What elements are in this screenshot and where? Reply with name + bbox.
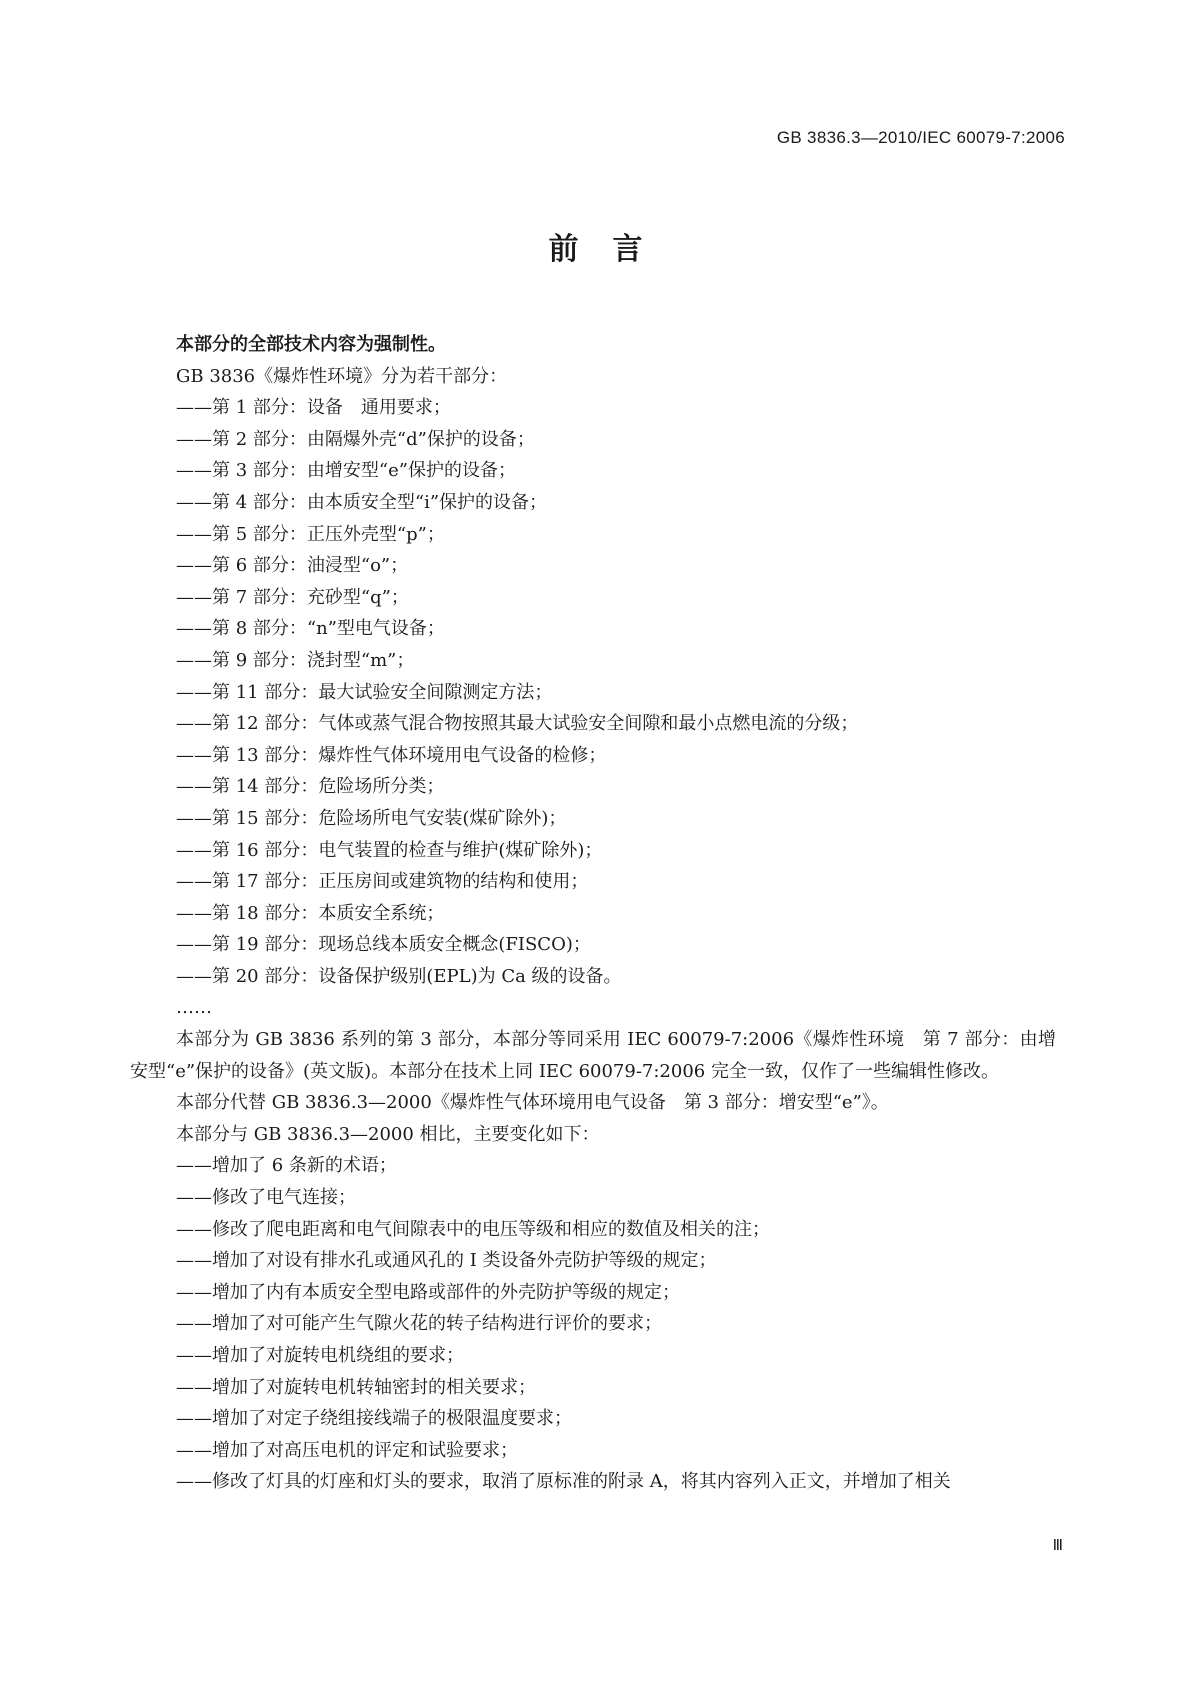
page-title: 前言: [548, 232, 677, 267]
series-intro: GB 3836《爆炸性环境》分为若干部分：: [176, 365, 508, 387]
list-item: ——修改了爬电距离和电气间隙表中的电压等级和相应的数值及相关的注；: [176, 1218, 770, 1240]
standard-number-header: GB 3836.3—2010/IEC 60079-7:2006: [776, 128, 1065, 147]
list-item: ——增加了对设有排水孔或通风孔的 Ⅰ 类设备外壳防护等级的规定；: [176, 1250, 717, 1272]
list-item: ——第 14 部分：危险场所分类；: [176, 776, 445, 798]
list-item: ——第 16 部分：电气装置的检查与维护(煤矿除外)；: [176, 839, 603, 861]
list-item: ——第 7 部分：充砂型“q”；: [176, 586, 409, 608]
list-item: ——第 12 部分：气体或蒸气混合物按照其最大试验安全间隙和最小点燃电流的分级；: [176, 713, 859, 735]
list-item: ——修改了灯具的灯座和灯头的要求，取消了原标准的附录 A，将其内容列入正文，并增加了相关: [176, 1471, 951, 1493]
list-item: ——第 9 部分：浇封型“m”；: [176, 649, 415, 671]
list-item: ——第 1 部分：设备 通用要求；: [176, 397, 451, 419]
list-item: ——修改了电气连接；: [176, 1187, 356, 1209]
ellipsis: ……: [176, 997, 212, 1019]
list-item: ——第 17 部分：正压房间或建筑物的结构和使用；: [176, 871, 589, 893]
list-item: ——第 5 部分：正压外壳型“p”；: [176, 523, 445, 545]
list-item: ——增加了对可能产生气隙火花的转子结构进行评价的要求；: [176, 1313, 662, 1335]
list-item: ——增加了内有本质安全型电路或部件的外壳防护等级的规定；: [176, 1281, 680, 1303]
list-item: ——第 13 部分：爆炸性气体环境用电气设备的检修；: [176, 744, 607, 766]
foreword-body: [130, 329, 1056, 1498]
page-number: Ⅲ: [1052, 1537, 1063, 1554]
replaces-statement: 本部分代替 GB 3836.3—2000《爆炸性气体环境用电气设备 第 3 部分：增安型“e”》。: [176, 1092, 889, 1114]
list-item: ——第 11 部分：最大试验安全间隙测定方法；: [176, 681, 553, 703]
adoption-paragraph: 本部分为 GB 3836 系列的第 3 部分，本部分等同采用 IEC 60079-7:2006《爆炸性环境 第 7 部分：由增安型“e”保护的设备》(英文版)。本部分在技术上同 IEC 60079-7:2006 完全一致，仅作了一些编辑性修改。: [130, 1029, 1056, 1082]
list-item: ——增加了对旋转电机转轴密封的相关要求；: [176, 1376, 536, 1398]
list-item: ——第 18 部分：本质安全系统；: [176, 902, 445, 924]
list-item: ——第 20 部分：设备保护级别(EPL)为 Ca 级的设备。: [176, 965, 622, 987]
mandatory-statement: 本部分的全部技术内容为强制性。: [176, 334, 446, 355]
list-item: ——第 2 部分：由隔爆外壳“d”保护的设备；: [176, 428, 535, 450]
list-item: ——第 8 部分：“n”型电气设备；: [176, 618, 445, 640]
list-item: ——增加了 6 条新的术语；: [176, 1155, 397, 1177]
changes-intro: 本部分与 GB 3836.3—2000 相比，主要变化如下：: [176, 1123, 600, 1145]
list-item: ——第 6 部分：油浸型“o”；: [176, 555, 409, 577]
list-item: ——增加了对高压电机的评定和试验要求；: [176, 1439, 518, 1461]
list-item: ——第 15 部分：危险场所电气安装(煤矿除外)；: [176, 807, 567, 829]
list-item: ——第 19 部分：现场总线本质安全概念(FISCO)；: [176, 934, 591, 956]
list-item: ——增加了对定子绕组接线端子的极限温度要求；: [176, 1408, 572, 1430]
parts-list: [176, 392, 1056, 992]
list-item: ——第 3 部分：由增安型“e”保护的设备；: [176, 460, 516, 482]
list-item: ——第 4 部分：由本质安全型“i”保护的设备；: [176, 491, 548, 513]
list-item: ——增加了对旋转电机绕组的要求；: [176, 1345, 464, 1366]
changes-list: [176, 1150, 1056, 1498]
